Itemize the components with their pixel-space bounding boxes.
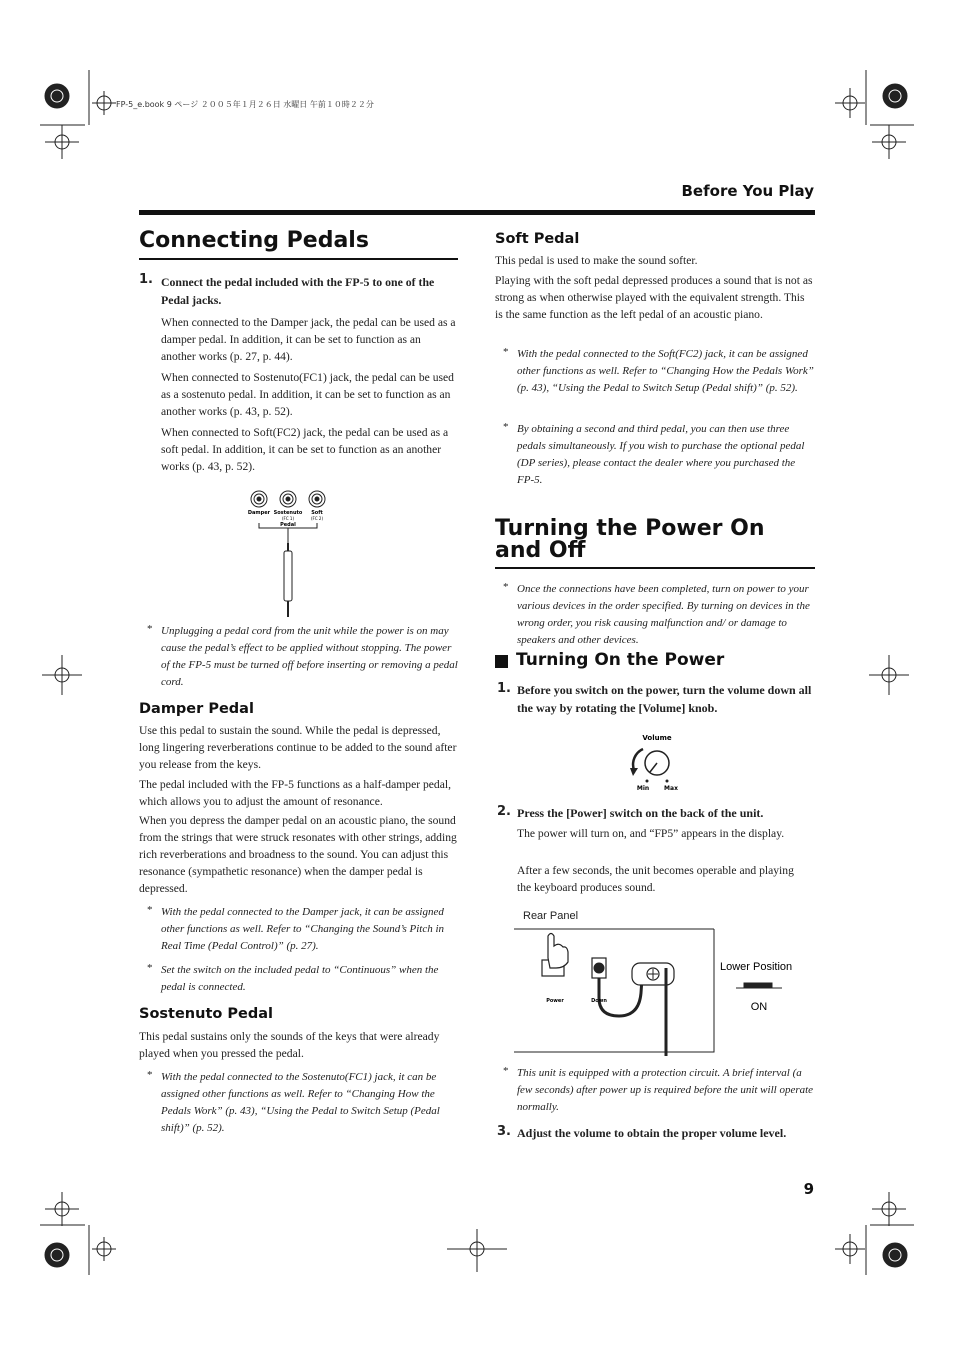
note-damper: With the pedal connected to the Damper jack, it can be assigned other functions as well. Refer to “Changing the Sound’s Pitch in Real Time (Pedal Control)” (p. 27). (161, 906, 445, 952)
rear-panel-figure (514, 928, 804, 1060)
step-number: 1. (497, 681, 511, 696)
subheading-turning-on: Turning On the Power (516, 650, 725, 670)
heading-damper-pedal: Damper Pedal (139, 701, 254, 717)
body-paragraph: The power will turn on, and “FP5” appears in the display. (517, 827, 785, 840)
damper-jack (251, 491, 267, 507)
note-soft: With the pedal connected to the Soft(FC2) jack, it can be assigned other functions as well. Refer to “Changing How the Pedals Work” (p. 43), “Using the Pedal to Switch Setup (Pedal shift)” (p. 52). (517, 348, 814, 394)
body-paragraph: This pedal is used to make the sound softer. (495, 254, 698, 267)
body-paragraph: Playing with the soft pedal depressed produces a sound that is not as strong as when otherwise played with the equivalent strength. This is the same function as the left pedal of an acoustic piano. (495, 274, 813, 321)
note-marker: * (147, 962, 153, 974)
page-number: 9 (803, 1180, 814, 1198)
volume-min-label: Min (636, 785, 650, 792)
soft-jack (309, 491, 325, 507)
section-title-power: Turning the Power On and Off (495, 516, 765, 563)
rear-panel-caption: Rear Panel (523, 910, 579, 922)
body-paragraph: When connected to the Damper jack, the pedal can be used as a damper pedal. In addition, it can be set to function as an another works (p. 27, p. 44). (161, 316, 456, 363)
print-header: FP-5_e.book 9 ページ ２００５年１月２６日 水曜日 午前１０時２２分 (116, 100, 374, 109)
running-head: Before You Play (681, 182, 814, 200)
step-text: Adjust the volume to obtain the proper volume level. (517, 1126, 787, 1140)
title-rule (495, 567, 815, 569)
note-marker: * (147, 1069, 153, 1081)
note-unplug: Unplugging a pedal cord from the unit while the power is on may cause the pedal’s effect to be applied without stopping. The power of the FP-5 must be turned off before inserting or removing a pedal cord. (161, 625, 458, 688)
step-text: Press the [Power] switch on the back of the unit. (517, 806, 764, 820)
note-connections: Once the connections have been completed, turn on power to your various devices in the order specified. By turning on devices in the wrong order, you risk causing malfunction and/ or damage to speakers and other devices. (517, 583, 810, 646)
note-marker: * (147, 904, 153, 916)
title-rule (139, 258, 458, 260)
on-label: ON (750, 1001, 768, 1013)
pedal-jack-figure (240, 485, 340, 620)
volume-max-label: Max (664, 785, 678, 792)
body-paragraph: After a few seconds, the unit becomes operable and playing the keyboard produces sound. (517, 864, 794, 894)
note-soft-optional: By obtaining a second and third pedal, you can then use three pedals simultaneously. If you wish to purchase the optional pedal (DP series), please contact the dealer where you purchased the FP-5. (517, 423, 805, 486)
jack-sublabel-fc2: (FC 2) (310, 516, 324, 521)
note-protection: This unit is equipped with a protection circuit. A brief interval (a few seconds) after power up is required before the unit will operate normally. (517, 1067, 814, 1113)
lower-position-switch (744, 983, 772, 988)
jack-group-label: Pedal (280, 522, 296, 528)
note-marker: * (503, 346, 509, 358)
note-marker: * (147, 623, 153, 635)
jack-label-damper: Damper (247, 510, 271, 516)
down-label: Down (591, 998, 607, 1004)
note-marker: * (503, 1065, 509, 1077)
body-paragraph: When connected to Sostenuto(FC1) jack, the pedal can be used as a sostenuto pedal. In addition, it can be set to function as an another works (p. 43, p. 52). (161, 371, 454, 418)
jack-label-soft: Soft (311, 510, 323, 516)
step-number: 1. (139, 272, 153, 287)
step-text: Before you switch on the power, turn the volume down all the way by rotating the [Volume] knob. (517, 683, 812, 715)
volume-label: Volume (642, 734, 672, 742)
body-paragraph: The pedal included with the FP-5 functions as a half-damper pedal, which allows you to adjust the amount of resonance. (139, 778, 451, 808)
body-paragraph: When connected to Soft(FC2) jack, the pedal can be used as a soft pedal. In addition, it can be set to function as an another works (p. 43, p. 52). (161, 426, 449, 473)
jack-sublabel-fc1: (FC 1) (281, 516, 295, 521)
section-title-connecting-pedals: Connecting Pedals (139, 228, 369, 253)
body-paragraph: This pedal sustains only the sounds of the keys that were already played when you pressed the pedal. (139, 1030, 440, 1060)
volume-knob-figure (620, 730, 690, 792)
power-label: Power (546, 998, 564, 1004)
step-number: 3. (497, 1124, 511, 1139)
note-marker: * (503, 421, 509, 433)
hand-icon (548, 934, 568, 969)
subheading-square-icon (495, 655, 508, 668)
step-text: Connect the pedal included with the FP-5 to one of the Pedal jacks. (161, 275, 435, 307)
note-sostenuto: With the pedal connected to the Sostenuto(FC1) jack, it can be assigned other functions as well. Refer to “Changing How the Pedals Work” (p. 43), “Using the Pedal to Switch Setup (Pedal shift)” (p. 52). (161, 1071, 440, 1134)
note-marker: * (503, 581, 509, 593)
heading-sostenuto-pedal: Sostenuto Pedal (139, 1006, 273, 1022)
lower-position-label: Lower Position (720, 961, 793, 973)
step-number: 2. (497, 804, 511, 819)
heading-soft-pedal: Soft Pedal (495, 231, 580, 247)
body-paragraph: Use this pedal to sustain the sound. While the pedal is depressed, long lingering reverberations continue to be added to the sound after you release from the keys. (139, 724, 457, 771)
note-damper-switch: Set the switch on the included pedal to “Continuous” when the pedal is connected. (161, 964, 439, 993)
sostenuto-jack (280, 491, 296, 507)
header-rule (139, 210, 815, 215)
jack-label-sostenuto: Sostenuto (273, 510, 303, 516)
body-paragraph: When you depress the damper pedal on an acoustic piano, the sound from the strings that were struck resonates with other strings, adding rich reverberations and broadness to the sound. You can adjust this resonance (sympathetic resonance) when the damper pedal is depressed. (139, 814, 457, 895)
